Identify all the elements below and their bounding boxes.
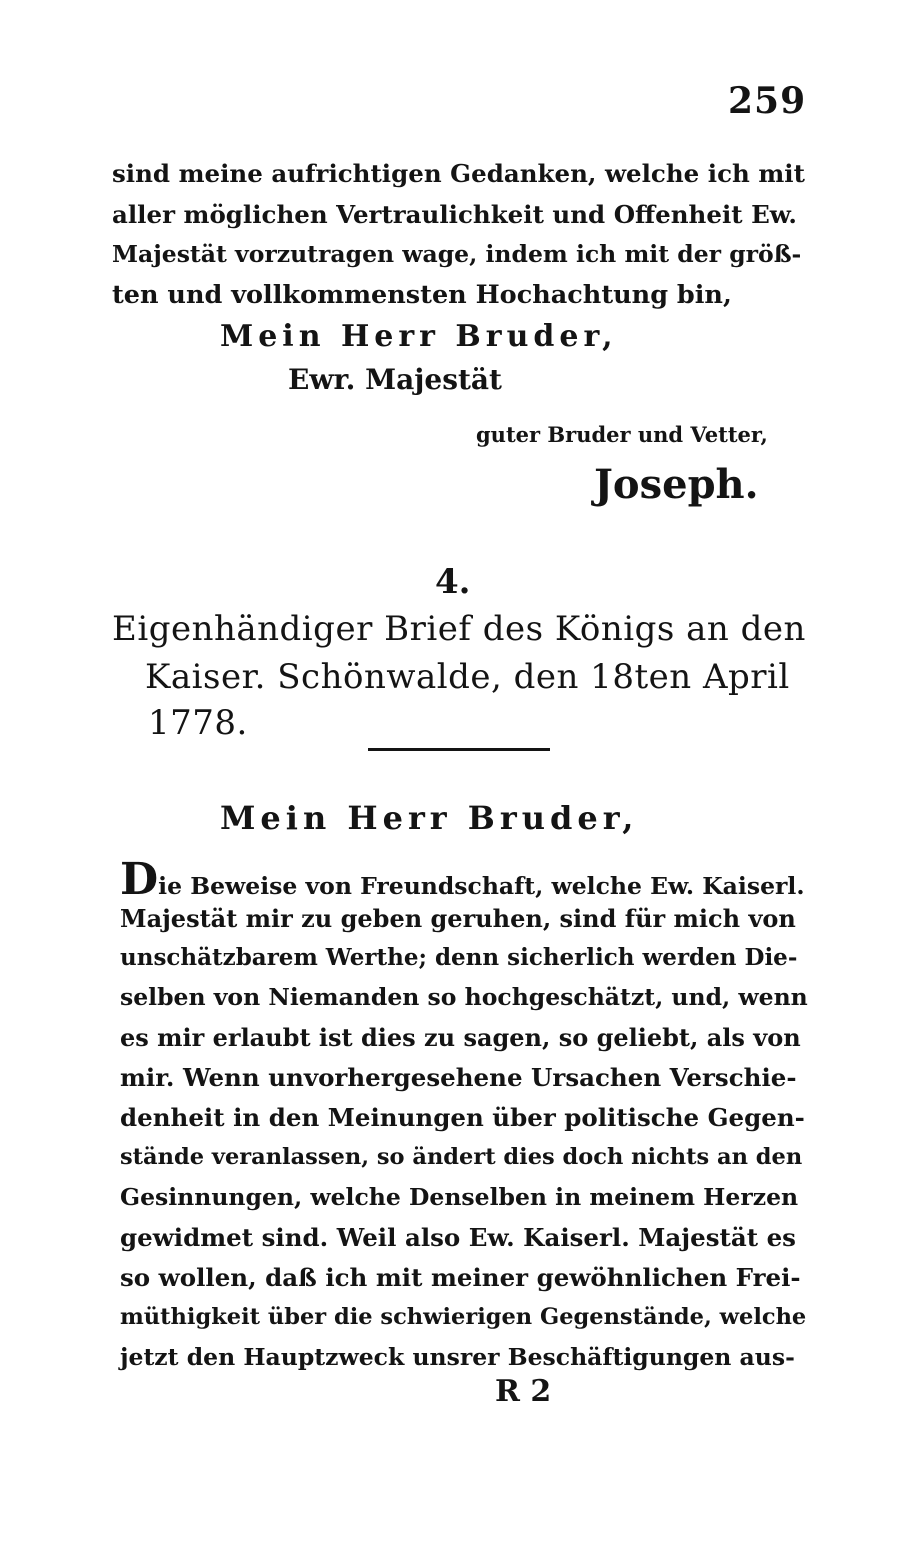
letter-salutation: Mein Herr Bruder, [220, 799, 639, 837]
text-line: müthigkeit über die schwierigen Gegenstände, welche [120, 1304, 807, 1330]
first-line-text: ie Beweise von Freundschaft, welche Ew. Kaiserl. [158, 872, 805, 900]
heading-line: 1778. [148, 703, 248, 743]
text-line: Majestät mir zu geben geruhen, sind für mich von [120, 904, 796, 933]
closing-address: Ewr. Majestät [288, 363, 502, 396]
text-line: denheit in den Meinungen über politische Gegen- [120, 1103, 805, 1132]
heading-line: Kaiser. Schönwalde, den 18ten April [145, 657, 790, 697]
signature: Joseph. [594, 461, 759, 508]
closing-salutation: Mein Herr Bruder, [220, 319, 618, 354]
text-line: stände veranlassen, so ändert dies doch nichts an den [120, 1144, 803, 1170]
text-line: sind meine aufrichtigen Gedanken, welche ich mit [112, 159, 805, 188]
signature-mark: R 2 [495, 1374, 552, 1409]
section-number: 4. [435, 562, 471, 602]
text-line: aller möglichen Vertraulichkeit und Offenheit Ew. [112, 200, 797, 229]
text-line: selben von Niemanden so hochgeschätzt, und, wenn [120, 983, 808, 1011]
text-line: mir. Wenn unvorhergesehene Ursachen Verschie- [120, 1063, 797, 1092]
text-line: jetzt den Hauptzweck unsrer Beschäftigungen aus- [120, 1343, 795, 1371]
text-line: es mir erlaubt ist dies zu sagen, so geliebt, als von [120, 1023, 801, 1052]
text-line: so wollen, daß ich mit meiner gewöhnlichen Frei- [120, 1263, 801, 1292]
text-line: gewidmet sind. Weil also Ew. Kaiserl. Majestät es [120, 1223, 796, 1252]
heading-line: Eigenhändiger Brief des Königs an den [112, 609, 806, 649]
text-line: unschätzbarem Werthe; denn sicherlich werden Die- [120, 944, 798, 971]
divider-rule [368, 748, 550, 751]
text-line: Gesinnungen, welche Denselben in meinem Herzen [120, 1183, 799, 1211]
text-line: ten und vollkommensten Hochachtung bin, [112, 280, 732, 310]
page-number: 259 [728, 80, 807, 122]
letter-first-line [120, 854, 805, 905]
closing-relation: guter Bruder und Vetter, [476, 422, 768, 447]
drop-cap: D [120, 854, 159, 905]
text-line: Majestät vorzutragen wage, indem ich mit der größ- [112, 240, 802, 268]
